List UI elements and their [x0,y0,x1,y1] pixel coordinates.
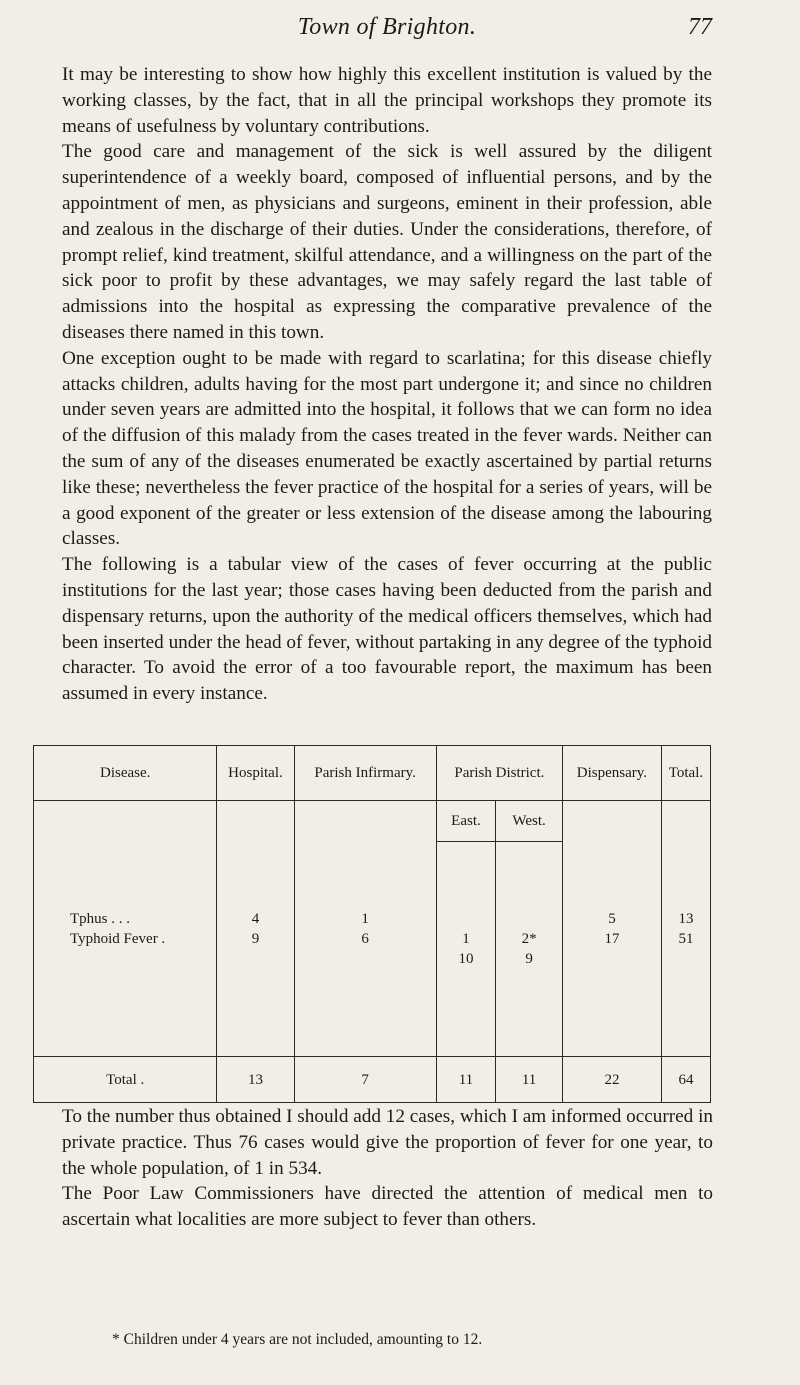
total-parish-infirmary: 7 [294,1057,436,1103]
cell: 10 [458,951,474,967]
cell: 6 [361,930,369,947]
parish-infirmary-column [294,801,436,1057]
total-east: 11 [436,1057,495,1103]
paragraph: It may be interesting to show how highly this excellent institution is valued by the working classes, by the fact, that in all the principal workshops they promote its means of usefulness by voluntary contributions. [62,64,712,137]
page-number: 77 [688,14,712,40]
header-hospital: Hospital. [217,746,294,801]
paragraph: The Poor Law Commissioners have directed the attention of medical men to ascertain what localities are more subject to fever than others. [62,1183,713,1231]
header-dispensary: Dispensary. [563,746,662,801]
body-text [62,62,712,707]
paragraph: To the number thus obtained I should add 12 cases, which I am informed occurred in private practice. Thus 76 cases would give the proportion of fever for one year, to the whole population, of 1 in 534. [62,1106,713,1179]
cell: 13 [678,910,694,927]
total-hospital: 13 [217,1057,294,1103]
cell: 4 [251,910,260,927]
total-column [661,801,710,1057]
footnote: * Children under 4 years are not included, amounting to 12. [112,1331,483,1348]
east-column [436,842,495,1057]
header-parish-infirmary: Parish Infirmary. [294,746,436,801]
header-disease: Disease. [34,746,217,801]
subheader-east: East. [436,801,495,842]
row-label-typhoid: Typhoid Fever . [70,930,166,947]
cell: 5 [608,910,616,927]
total-dispensary: 22 [563,1057,662,1103]
header-total: Total. [661,746,710,801]
west-column [496,842,563,1057]
paragraph: One exception ought to be made with regard to scarlatina; for this disease chiefly attacks children, adults having for the most part undergone it; and since no children under seven years are admitted into the hospital, it follows that we can form no idea of the diffusion of this malady from the cases treated in the fever wards. Neither can the sum of any of the diseases enumerated be exactly ascertained by partial returns like these; nevertheless the fever practice of the hospital for a series of years, will be a good exponent of the greater or less extension of the disease among the labouring classes. [62,347,712,550]
paragraph: The good care and management of the sick is well assured by the diligent superintendence of a weekly board, composed of influential persons, and by the appointment of men, as physicians and surgeons, eminent in their profession, able and zealous in the discharge of their duties. Under the considerations, therefore, of prompt relief, kind treatment, skilful attendance, and a willingness on the part of the sick poor to profit by these advantages, we may safely regard the last table of admissions into the hospital as expressing the comparative prevalence of the diseases there named in this town. [62,141,712,343]
row-label-typhus: Tphus . . . [70,910,130,927]
running-title: Town of Brighton. [297,14,477,40]
subheader-west: West. [496,801,563,842]
cell: 1 [462,931,470,947]
cell: 51 [678,930,694,947]
paragraph: The following is a tabular view of the cases of fever occurring at the public institutions for the last year; those cases having been deducted from the parish and dispensary returns, upon the authority of the medical officers themselves, which had been inserted under the head of fever, without partaking in any degree of the typhoid character. To avoid the error of a too favourable report, the maximum has been assumed in every instance. [62,554,712,705]
hospital-column [217,801,294,1057]
page-header [62,14,712,50]
disease-column [34,801,217,1057]
total-west: 11 [496,1057,563,1103]
fever-cases-table [33,745,711,1103]
closing-text [33,1104,713,1233]
cell: 9 [525,951,533,967]
dispensary-column [563,801,662,1057]
header-parish-district: Parish District. [436,746,562,801]
grand-total: 64 [661,1057,710,1103]
cell: 2* [521,931,537,947]
total-row-label: Total . [34,1057,217,1103]
cell: 9 [251,930,260,947]
cell: 17 [604,930,620,947]
cell: 1 [361,910,369,927]
